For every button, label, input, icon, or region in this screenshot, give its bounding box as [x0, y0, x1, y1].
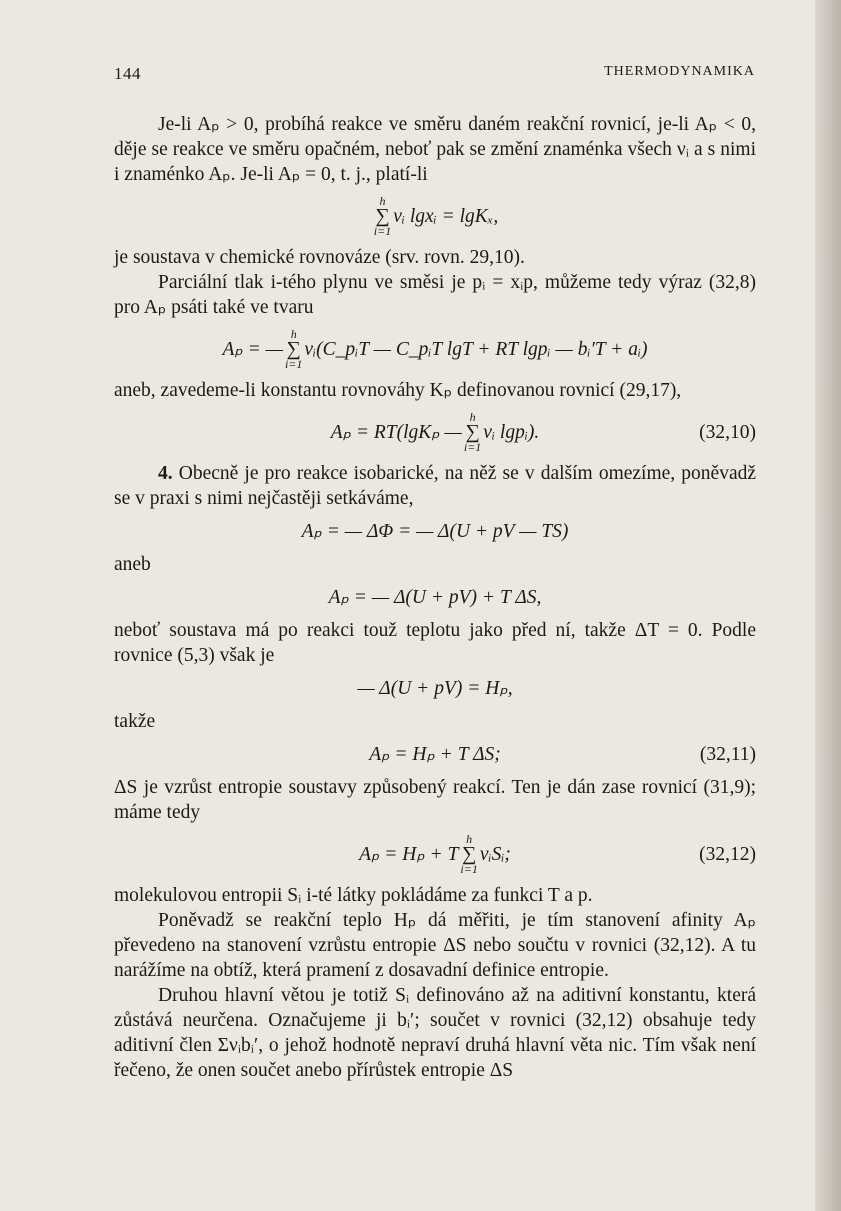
- sum-lower-limit: i=1: [284, 357, 303, 371]
- equation-right: νᵢSᵢ;: [479, 843, 511, 865]
- equation-number: (32,12): [699, 843, 756, 865]
- equation-body: — Δ(U + pV) = Hₚ,: [357, 678, 513, 699]
- sum-sign: ∑: [462, 843, 477, 865]
- equation-number: (32,11): [699, 744, 756, 765]
- paragraph-2: je soustava v chemické rovnováze (srv. rovn. 29,10).: [114, 247, 525, 268]
- running-head: THERMODYNAMIKA: [604, 64, 755, 79]
- sum-upper-limit: h: [466, 832, 473, 846]
- equation-left: Aₚ = Hₚ + T: [359, 843, 459, 865]
- sum-lower-limit: i=1: [463, 440, 482, 454]
- equation-body: Aₚ = Hₚ + T ΔS;: [369, 744, 501, 765]
- sum-upper-limit: h: [379, 194, 386, 208]
- equation-enthalpy: [114, 676, 756, 701]
- equation-32-11: [114, 742, 756, 767]
- sum-operator: [460, 833, 477, 875]
- paragraph-3: Parciální tlak i-tého plynu ve směsi je pᵢ = xᵢp, můžeme tedy výraz (32,8) pro Aₚ psáti také ve tvaru: [114, 272, 756, 318]
- equation-right: νᵢ lgpᵢ).: [483, 421, 540, 443]
- page-edge-shadow: [815, 0, 841, 1211]
- paragraph-9: Poněvadž se reakční teplo Hₚ dá měřiti, je tím stanovení afinity Aₚ převedeno na stanovení vzrůstu entropie ΔS nebo součtu v rovnici (32,12). A tu narážíme na obtíž, která pramení z dosavadní definice entropie.: [114, 910, 756, 981]
- equation-left: Aₚ = —: [222, 338, 283, 360]
- equation-number: (32,10): [699, 421, 756, 443]
- paragraph-5-text: Obecně je pro reakce isobarické, na něž se v dalším omezíme, poněvadž se v praxi s nimi nejčastěji setkáváme,: [114, 463, 756, 509]
- sum-sign: ∑: [375, 205, 390, 227]
- equation-32-10: [114, 411, 756, 453]
- page-body: [114, 112, 756, 1083]
- equation-affinity-expanded: [114, 328, 756, 370]
- equation-body: Aₚ = — ΔΦ = — Δ(U + pV — TS): [301, 521, 569, 542]
- sum-lower-limit: i=1: [460, 862, 478, 876]
- connector-aneb: aneb: [114, 554, 151, 575]
- section-number: 4.: [158, 463, 173, 484]
- equation-affinity-entropy: [114, 585, 756, 610]
- paragraph-8: molekulovou entropii Sᵢ i-té látky pokládáme za funkci T a p.: [114, 885, 593, 906]
- paragraph-5: [114, 461, 756, 511]
- equation-equilibrium: [114, 195, 756, 237]
- sum-upper-limit: h: [290, 327, 297, 341]
- equation-body: νᵢ lgxᵢ = lgKₓ,: [393, 205, 499, 227]
- equation-32-12: [114, 833, 756, 875]
- sum-operator: [285, 328, 302, 370]
- sum-sign: ∑: [465, 421, 480, 443]
- paragraph-6: neboť soustava má po reakci touž teplotu jako před ní, takže ΔT = 0. Podle rovnice (5,3) však je: [114, 620, 756, 666]
- page-number: 144: [114, 64, 141, 83]
- equation-left: Aₚ = RT(lgKₚ —: [330, 421, 462, 443]
- sum-operator: [374, 195, 391, 237]
- paragraph-7: ΔS je vzrůst entropie soustavy způsobený reakcí. Ten je dán zase rovnicí (31,9); máme tedy: [114, 777, 756, 823]
- sum-operator: [464, 411, 481, 453]
- paragraph-1: Je-li Aₚ > 0, probíhá reakce ve směru daném reakční rovnicí, je-li Aₚ < 0, děje se reakce ve směru opačném, neboť pak se změní znaménka všech νᵢ a s nimi i znaménko Aₚ. Je-li Aₚ = 0, t. j., platí-li: [114, 114, 756, 185]
- sum-upper-limit: h: [469, 410, 476, 424]
- paragraph-10: Druhou hlavní větou je totiž Sᵢ definováno až na aditivní konstantu, která zůstává neurčena. Označujeme ji bᵢ′; součet v rovnici (32,12) obsahuje tedy aditivní člen Σνᵢbᵢ′, o jehož hodnotě nepraví druhá hlavní věta nic. Tím však není řečeno, že onen součet anebo přírůstek entropie ΔS: [114, 985, 756, 1081]
- paragraph-4: aneb, zavedeme-li konstantu rovnováhy Kₚ definovanou rovnicí (29,17),: [114, 380, 682, 401]
- equation-affinity-gibbs: [114, 519, 756, 544]
- connector-takze: takže: [114, 711, 156, 732]
- sum-lower-limit: i=1: [373, 224, 392, 238]
- sum-sign: ∑: [286, 338, 301, 360]
- equation-right: νᵢ(C_pᵢT — C_pᵢT lgT + RT lgpᵢ — bᵢ′T + aᵢ): [304, 338, 648, 360]
- equation-body: Aₚ = — Δ(U + pV) + T ΔS,: [328, 587, 542, 608]
